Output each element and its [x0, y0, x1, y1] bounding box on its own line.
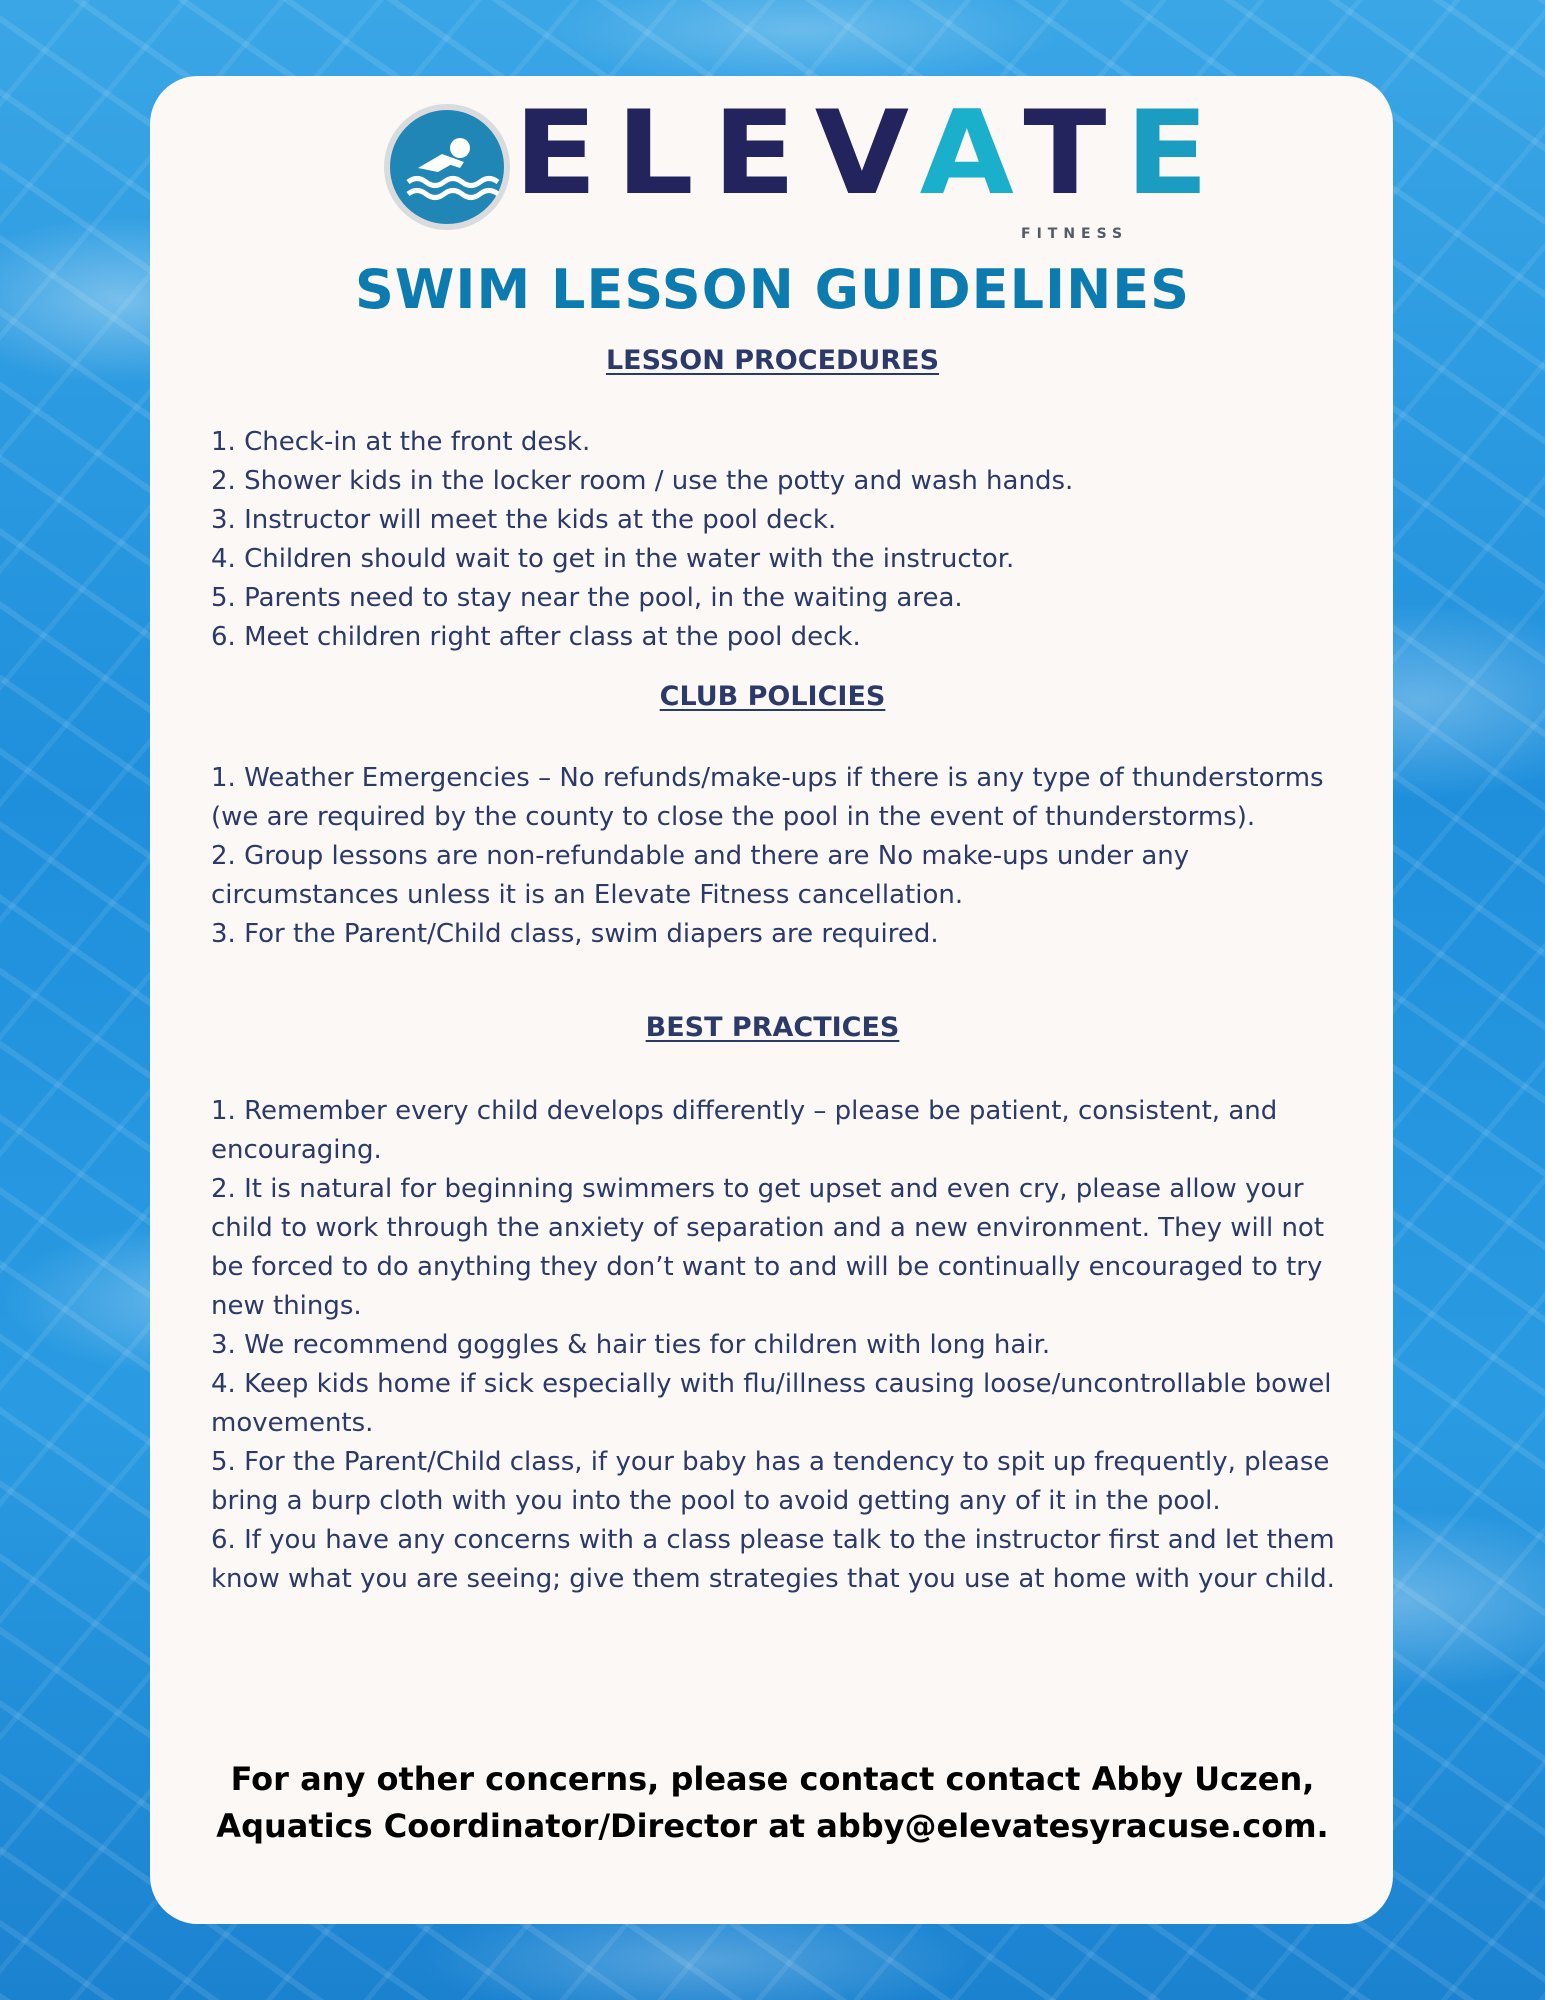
list-item: 3. For the Parent/Child class, swim diapers are required. [211, 919, 939, 949]
list-item: 2. Shower kids in the locker room / use the potty and wash hands. [211, 466, 1074, 496]
contact-line-1: For any other concerns, please contact contact Abby Uczen, [230, 1760, 1315, 1798]
list-item: 4. Children should wait to get in the water with the instructor. [211, 544, 1015, 574]
best-practices-list [211, 1092, 1336, 1599]
list-item: 3. Instructor will meet the kids at the pool deck. [211, 505, 837, 535]
page-title: SWIM LESSON GUIDELINES [354, 258, 1191, 321]
list-item: 6. If you have any concerns with a class please talk to the instructor first and let them know what you are seeing; give them strategies that you use at home with your child. [211, 1525, 1335, 1594]
list-item: 1. Check-in at the front desk. [211, 427, 591, 457]
logo-wordmark: ELEVATE [514, 86, 1228, 221]
elevate-logo [384, 86, 1228, 244]
logo-subtitle: FITNESS [1021, 226, 1129, 242]
contact-note [0, 1756, 1545, 1850]
list-item: 6. Meet children right after class at the pool deck. [211, 622, 861, 652]
swimmer-icon [384, 104, 510, 230]
list-item: 3. We recommend goggles & hair ties for children with long hair. [211, 1330, 1051, 1360]
list-item: 5. Parents need to stay near the pool, in the waiting area. [211, 583, 963, 613]
list-item: 1. Remember every child develops differently – please be patient, consistent, and encouraging. [211, 1096, 1278, 1165]
section-heading-lesson-procedures: LESSON PROCEDURES [605, 345, 940, 376]
list-item: 2. It is natural for beginning swimmers to get upset and even cry, please allow your child to work through the anxiety of separation and a new environment. They will not be forced to do anything they don’t want to and will be continually encouraged to try new things. [211, 1174, 1325, 1321]
list-item: 1. Weather Emergencies – No refunds/make-ups if there is any type of thunderstorms (we are required by the county to close the pool in the event of thunderstorms). [211, 763, 1324, 832]
section-heading-club-policies: CLUB POLICIES [659, 681, 886, 712]
list-item: 5. For the Parent/Child class, if your baby has a tendency to spit up frequently, please bring a burp cloth with you into the pool to avoid getting any of it in the pool. [211, 1447, 1330, 1516]
club-policies-list [211, 759, 1336, 954]
section-heading-best-practices: BEST PRACTICES [645, 1012, 900, 1043]
list-item: 2. Group lessons are non-refundable and there are No make-ups under any circumstances unless it is an Elevate Fitness cancellation. [211, 841, 1190, 910]
lesson-procedures-list [211, 423, 1336, 657]
list-item: 4. Keep kids home if sick especially with flu/illness causing loose/uncontrollable bowel movements. [211, 1369, 1332, 1438]
contact-line-2: Aquatics Coordinator/Director at abby@elevatesyracuse.com. [216, 1807, 1329, 1845]
